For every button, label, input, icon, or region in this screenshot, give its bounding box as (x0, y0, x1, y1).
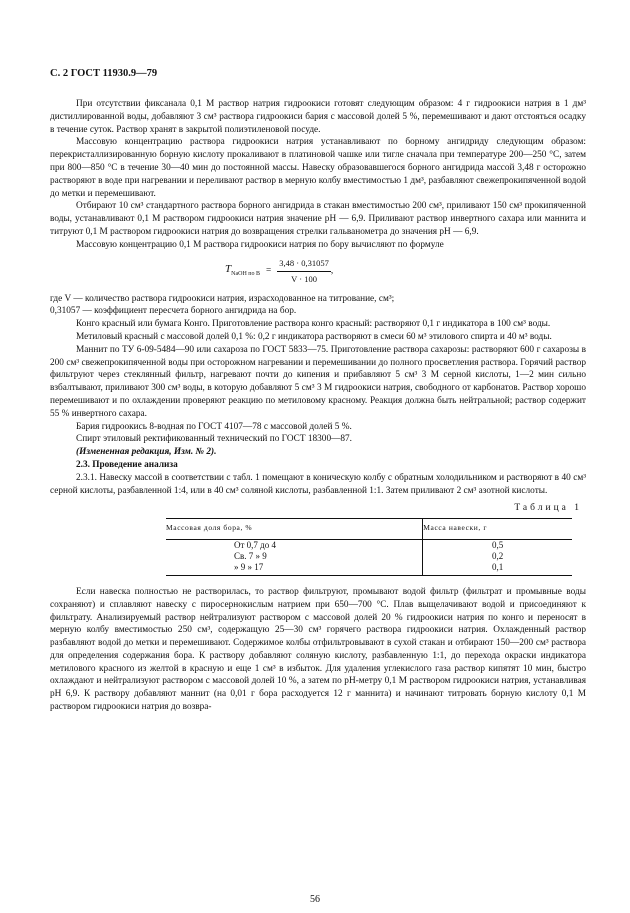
table-1 (50, 502, 586, 576)
paragraph: Массовую концентрацию 0,1 М раствора гидроокиси натрия по бору вычисляют по формуле (76, 239, 444, 250)
paragraph: Массовую концентрацию раствора гидроокиси натрия устанавливают по борному ангидриду следующим образом: перекристаллизированную борную кислоту прокаливают в платиновой чашке или тигле сначала при температуре 200—250 °С, затем при 800—850 °С в течение 30—40 мин до постоянной массы. Навеску образовавшегося борного ангидрида массой 3,48 г осторожно растворяют в воде при нагревании и переливают раствор в мерную колбу вместимостью 1 дм³, разбавляют свежепрокипяченной водой до метки и перемешивают. (50, 137, 586, 199)
paragraph: Метиловый красный с массовой долей 0,1 %: 0,2 г индикатора растворяют в смеси 60 м³ этилового спирта и 40 м³ воды. (76, 331, 552, 342)
paragraph: Спирт этиловый ректификованный технический по ГОСТ 18300—87. (76, 434, 353, 445)
table-cell: Св. 7 » 9 (166, 551, 423, 562)
paragraph: При отсутствии фиксанала 0,1 М раствор натрия гидроокиси готовят следующим образом: 4 г гидроокиси натрия в 1 дм³ дистиллированной воды, добавляют 3 см³ раствора гидроокиси бария с массовой долей 5 %, перемешивают и дают отстояться осадку в течение суток. Раствор хранят в закрытой полиэтиленовой посуде. (50, 99, 586, 135)
page-header: С. 2 ГОСТ 11930.9—79 (50, 68, 158, 79)
data-table (166, 518, 572, 576)
paragraph: Конго красный или бумага Конго. Приготовление раствора конго красный: растворяют 0,1 г индикатора в 100 см³ воды. (76, 319, 551, 330)
paragraph: Маннит по ТУ 6-09-5484—90 или сахароза по ГОСТ 5833—75. Приготовление раствора сахарозы: растворяют 600 г сахарозы в 200 см³ свежепрокипяченной воды при осторожном нагревании и перемешивании до полного просветления раствора. Горячий раствор фильтруют через стеклянный фильтр, нагревают почти до кипения и прибавляют 5 см³ 3 М серной кислоты, 1—2 мин сильно взбалтывают, приливают 300 см³ воды, в которую добавляют 5 см³ 3 М гидроокиси натрия, свободного от карбонатов. Раствор хорошо перемешивают и по охлаждении проверяют реакцию по метиловому красному. Реакция должна быть нейтральной; раствор содержит 55 % инвертного сахара. (50, 344, 586, 419)
formula-lhs: $T_{NaOH по B}$ (225, 262, 260, 277)
table-header-boron: Массовая доля бора, % (166, 519, 423, 540)
table-row (166, 562, 572, 576)
table-caption: Таблица 1 (514, 503, 582, 514)
table-header-mass: Масса навески, г (423, 519, 572, 540)
table-cell: От 0,7 до 4 (166, 539, 423, 551)
paragraph: где V — количество раствора гидроокиси натрия, израсходованное на титрование, см³; (50, 293, 395, 304)
paragraph: 2.3.1. Навеску массой в соответствии с табл. 1 помещают в коническую колбу с обратным холодильником и растворяют в 40 см³ серной кислоты, разбавленной 1:4, или в 40 см³ соляной кислоты, разбавленной 1:1. Затем приливают 2 см³ азотной кислоты. (50, 472, 586, 496)
table-cell: 0,2 (492, 550, 504, 561)
paragraph: 0,31057 — коэффициент пересчета борного ангидрида на бор. (50, 306, 297, 317)
section-heading: 2.3. Проведение анализа (76, 459, 178, 470)
formula-denominator: V · 100 (291, 274, 317, 285)
paragraph: Отбирают 10 см³ стандартного раствора борного ангидрида в стакан вместимостью 200 см³, приливают 150 см³ прокипяченной воды, устанавливают 0,1 М раствором гидроокиси натрия значение рН — 6,9. Приливают раствор инвертного сахара или маннита и титруют 0,1 М раствором гидроокиси натрия до возвращения стрелки гальванометра до значения рН — 6,9. (50, 201, 586, 237)
paragraph: Если навеска полностью не растворилась, то раствор фильтруют, промывают водой фильтр (фильтрат и промывные воды сохраняют) и сплавляют навеску с пиросернокислым натрием при 650—700 °С. Плав выщелачивают водой и присоединяют к фильтрату. Анализируемый раствор нейтрализуют раствором с массовой долей 20 % гидроокиси натрия по конго и переносят в мерную колбу вместимостью 250 см³, содержащую 25—30 см³ горячего раствора гидроокиси натрия. Охлажденный раствор разбавляют водой до метки и перемешивают. Содержимое колбы отфильтровывают в сухой стакан и отбирают 150—200 см³ раствора для определения содержания бора. К раствору добавляют соляную кислоту, разбавленную 1:1, до перехода окраски индикатора метилового красного из желтой в красную и еще 1 см³ в избыток. Для удаления углекислого газа раствор кипятят 10 мин, быстро охлаждают и нейтрализуют раствором с массовой долей 10 %, а затем по рН-метру 0,1 М раствором гидроокиси натрия, устанавливая рН 6,9. К раствору добавляют маннит (на 0,01 г бора расходуется 12 г маннита) и начинают титровать борную кислоту 0,1 М раствором гидроокиси натрия до возвра- (50, 586, 586, 713)
table-cell: 0,1 (423, 562, 572, 576)
formula (225, 257, 586, 287)
table-row (166, 539, 572, 551)
paragraph: Бария гидроокись 8-водная по ГОСТ 4107—78 с массовой долей 5 %. (76, 421, 352, 432)
formula-lhs-subscript: NaOH по B (231, 270, 260, 277)
page-number: 56 (310, 894, 320, 905)
document-body (50, 98, 586, 714)
formula-fraction (277, 257, 334, 286)
formula-trail: , (330, 266, 334, 277)
formula-numerator: 3,48 · 0,31057 (277, 257, 331, 272)
table-cell: 0,5 (492, 539, 504, 550)
amendment-note: (Измененная редакция, Изм. № 2). (76, 447, 217, 458)
table-row (166, 551, 572, 562)
table-cell: » 9 » 17 (166, 562, 423, 576)
formula-equals: = (266, 266, 272, 277)
